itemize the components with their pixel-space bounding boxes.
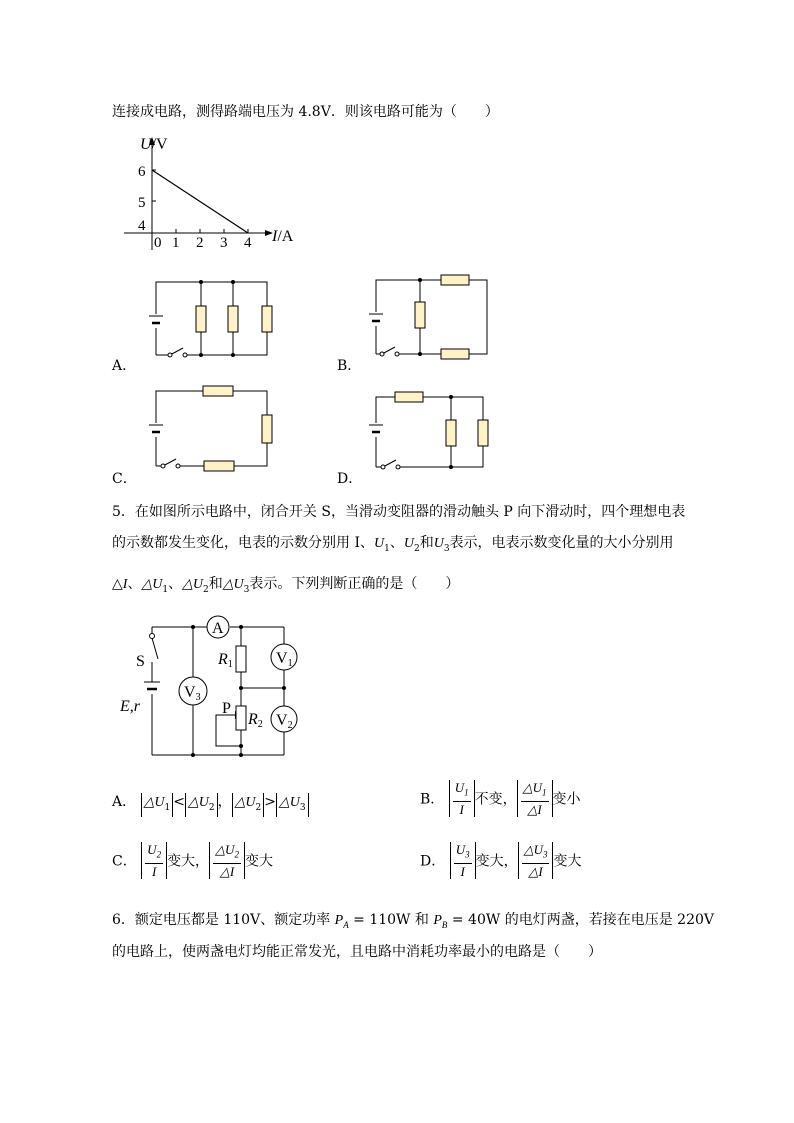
x-axis-label: I/A (272, 228, 294, 245)
switch-label: S (136, 653, 145, 670)
y-tick-4: 4 (138, 218, 146, 234)
x-tick-3: 3 (220, 235, 228, 251)
q4-option-a[interactable]: A． (112, 358, 137, 374)
q4-option-c[interactable]: C． (112, 471, 137, 487)
x-tick-2: 2 (196, 235, 204, 251)
source-label: E,r (120, 698, 140, 715)
y-axis-label: U/V (140, 136, 168, 153)
ammeter-label: A (212, 620, 224, 637)
q5-circuit (118, 614, 303, 759)
circuit-a (145, 278, 275, 363)
ui-graph (118, 132, 308, 257)
q6-line-2: 的电路上，使两盏电灯均能正常发光，且电路中消耗功率最小的电路是（ ） (112, 944, 602, 960)
y-tick-5: 5 (138, 195, 146, 211)
circuit-c (145, 383, 275, 473)
y-tick-6: 6 (138, 164, 146, 180)
x-tick-4: 4 (244, 235, 252, 251)
q5-line-3: △I、$\triangle U_1$、$\triangle U_2$和$\triangle U_3$表示。下列判断正确的是（ ） (112, 576, 460, 595)
q5-option-c[interactable]: C． $\frac{U_2}{I}$ 变大， $\frac{\triangle U_2}{\triangle I}$ 变大 (112, 842, 273, 879)
v3-label: V3 (184, 684, 201, 703)
slider-label: P (222, 700, 231, 717)
q5-option-a[interactable]: A． $\triangle U_1$ < $\triangle U_2$ ， $\triangle U_2$ > $\triangle U_3$ (112, 791, 309, 817)
q4-option-b[interactable]: B． (337, 358, 362, 374)
x-tick-0: 0 (154, 235, 162, 251)
x-tick-1: 1 (172, 235, 180, 251)
q5-option-d[interactable]: D． $\frac{U_3}{I}$ 变大， $\frac{\triangle U_3}{\triangle I}$ 变大 (420, 842, 582, 879)
v2-label: V2 (276, 712, 293, 731)
r1-label: R1 (218, 651, 233, 670)
circuit-d (365, 383, 495, 473)
r2-label: R2 (248, 711, 263, 730)
v1-label: V1 (276, 650, 293, 669)
circuit-b (365, 272, 495, 362)
intro-text: 连接成电路，测得路端电压为 4.8V．则该电路可能为（ ） (112, 104, 499, 120)
q4-option-d[interactable]: D． (337, 471, 363, 487)
q5-line-2: 的示数都发生变化，电表的示数分别用 I、$U_1$、$U_2$和$U_3$表示，电表示数变化量的大小分别用 (112, 535, 674, 554)
q5-option-b[interactable]: B． $\frac{U_1}{I}$ 不变， $\frac{\triangle U_1}{\triangle I}$ 变小 (420, 780, 581, 817)
q5-line-1: 5．在如图所示电路中，闭合开关 S，当滑动变阻器的滑动触头 P 向下滑动时，四个理想电表 (112, 504, 686, 520)
q6-line-1: 6．额定电压都是 110V、额定功率 $P_A = 110W$ 和 $P_B = 40W$ 的电灯两盏，若接在电压是 220V (112, 912, 714, 930)
